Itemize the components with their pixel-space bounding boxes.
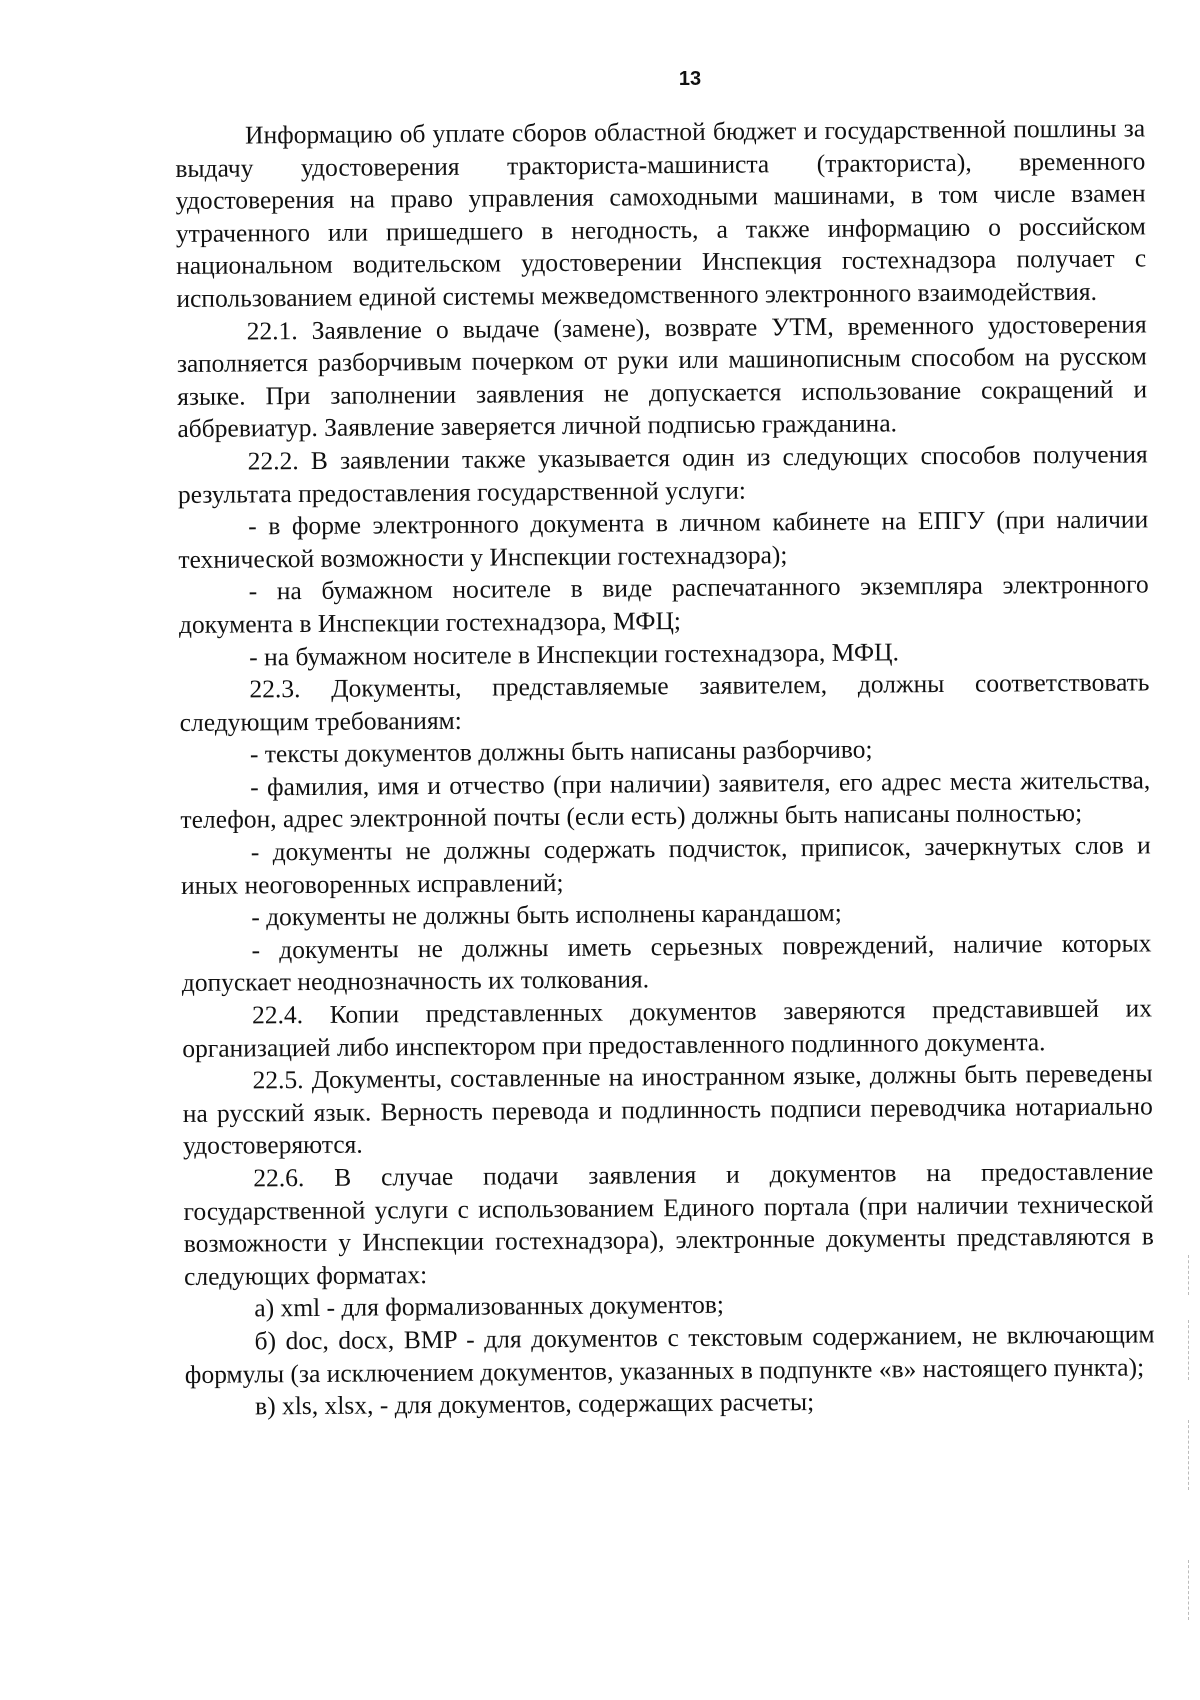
list-item: - документы не должны иметь серьезных повреждений, наличие которых допускает неоднозначность их толкования.: [181, 928, 1152, 998]
scan-margin-mark: [1188, 1560, 1190, 1620]
page-number: 13: [678, 68, 702, 90]
list-item: б) doc, docx, BMP - для документов с текстовым содержанием, не включающим формулы (за исключением документов, указанных в подпункте «в» настоящего пункта);: [184, 1319, 1155, 1389]
list-item: - на бумажном носителе в виде распечатанного экземпляра электронного документа в Инспекции гостехнадзора, МФЦ;: [178, 569, 1149, 639]
list-item: - документы не должны быть исполнены карандашом;: [251, 898, 842, 932]
list-item: - тексты документов должны быть написаны разборчиво;: [249, 734, 873, 769]
document-body: [175, 112, 1155, 1423]
paragraph: 22.6. В случае подачи заявления и документов на предоставление государственной услуги с использованием Единого портала (при наличии технической возможности у Инспекции гостехнадзора), электронные документы представляются в следующих форматах:: [183, 1156, 1154, 1291]
paragraph: 22.5. Документы, составленные на иностранном языке, должны быть переведены на русский язык. Верность перевода и подлинность подписи переводчика нотариально удостоверяются.: [182, 1058, 1153, 1161]
scan-margin-mark: [1188, 1320, 1190, 1380]
scan-margin-mark: [1188, 1255, 1190, 1295]
list-item: - документы не должны содержать подчисток, приписок, зачеркнутых слов и иных неоговоренных исправлений;: [180, 830, 1151, 900]
scan-margin-mark: [1188, 1420, 1190, 1490]
list-item: - в форме электронного документа в личном кабинете на ЕПГУ (при наличии технической возможности у Инспекции гостехнадзора);: [178, 504, 1149, 574]
list-item: - на бумажном носителе в Инспекции гостехнадзора, МФЦ.: [249, 636, 900, 671]
paragraph: 22.1. Заявление о выдаче (замене), возврате УТМ, временного удостоверения заполняется разборчивым почерком от руки или машинописным способом на русском языке. При заполнении заявления не допускается использование сокращений и аббревиатур. Заявление заверяется личной подписью гражданина.: [176, 308, 1148, 444]
list-item: а) xml - для формализованных документов;: [254, 1290, 725, 1323]
list-item: - фамилия, имя и отчество (при наличии) заявителя, его адрес места жительства, телефон, адрес электронной почты (если есть) должны быть написаны полностью;: [180, 765, 1151, 835]
paragraph: 22.3. Документы, представляемые заявителем, должны соответствовать следующим требованиям:: [179, 667, 1150, 737]
list-item: в) xls, xlsx, - для документов, содержащих расчеты;: [254, 1387, 815, 1421]
paragraph: 22.4. Копии представленных документов заверяются представившей их организацией либо инспектором при предоставленного подлинного документа.: [182, 993, 1153, 1063]
paragraph: 22.2. В заявлении также указывается один из следующих способов получения результата предоставления государственной услуги:: [177, 439, 1148, 509]
paragraph: Информацию об уплате сборов областной бюджет и государственной пошлины за выдачу удостоверения тракториста-машиниста (тракториста), временного удостоверения на право управления самоходными машинами, в том числе взамен утраченного или пришедшего в негодность, а также информацию о российском национальном водительском удостоверении Инспекция гостехнадзора получает с использованием единой системы межведомственного электронного взаимодействия.: [175, 113, 1147, 313]
